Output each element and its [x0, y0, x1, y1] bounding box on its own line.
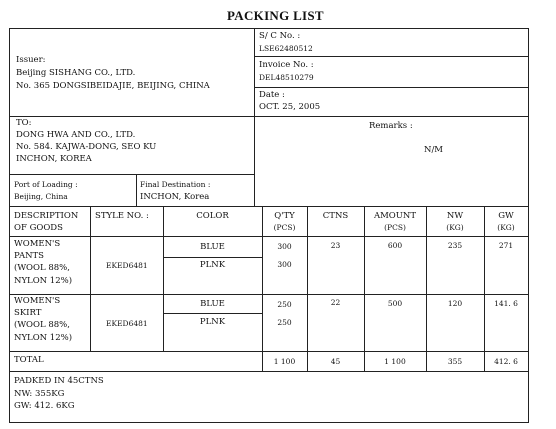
row2-nw: 120	[447, 299, 463, 308]
header-qty-1: Q'TY	[274, 211, 295, 221]
header-gw-1: GW	[498, 211, 514, 221]
row1-ctns: 23	[330, 241, 341, 250]
header-amount-2: (PCS)	[384, 223, 406, 232]
to-address-1: No. 584. KAJWA-DONG, SEO KU	[16, 142, 157, 152]
total-qty: 1 100	[273, 357, 296, 366]
row2-gw: 141. 6	[494, 299, 518, 308]
remarks-label: Remarks :	[369, 121, 413, 131]
header-nw-2: (KG)	[446, 223, 464, 232]
row1-nw: 235	[447, 241, 463, 250]
header-amount-1: AMOUNT	[373, 211, 417, 221]
header-ctns: CTNS	[322, 211, 349, 221]
row1-color-2: PLNK	[199, 260, 226, 270]
row1-description-2: PANTS	[14, 251, 45, 261]
row1-qty-1: 300	[277, 242, 292, 251]
invoice-value: DEL48510279	[259, 73, 314, 82]
divider-header	[9, 236, 528, 237]
header-nw-1: NW	[446, 211, 464, 221]
issuer-name: Beijing SISHANG CO., LTD.	[16, 68, 136, 78]
total-gw: 412. 6	[494, 357, 518, 366]
total-nw: 355	[447, 357, 463, 366]
total-ctns: 45	[330, 357, 341, 366]
row1-style: EKED6481	[106, 261, 148, 270]
row1-description-4: NYLON 12%)	[14, 276, 73, 286]
divider-port	[9, 174, 254, 175]
final-destination-label: Final Destination :	[140, 180, 211, 189]
row2-description-1: WOMEN'S	[14, 296, 61, 306]
total-label: TOTAL	[14, 355, 44, 365]
row2-qty-2: 250	[277, 318, 292, 327]
header-description-2: OF GOODS	[14, 223, 63, 233]
invoice-label: Invoice No. :	[259, 60, 314, 70]
divider-to	[9, 116, 528, 117]
divider-invoice	[254, 87, 528, 88]
footer-gw: GW: 412. 6KG	[14, 401, 75, 411]
divider-table-top	[9, 206, 528, 207]
header-gw-2: (KG)	[497, 223, 515, 232]
footer-nw: NW: 355KG	[14, 389, 65, 399]
remarks-value: N/M	[424, 145, 444, 155]
to-name: DONG HWA AND CO., LTD.	[16, 130, 136, 140]
row2-color-1: BLUE	[200, 299, 225, 309]
divider-total	[9, 371, 528, 372]
final-destination-value: INCHON, Korea	[140, 192, 210, 202]
row2-amount: 500	[387, 299, 403, 308]
to-address-2: INCHON, KOREA	[16, 154, 92, 164]
col-divider-1	[90, 206, 91, 352]
row1-description-3: (WOOL 88%,	[14, 263, 70, 273]
row2-color-2: PLNK	[199, 317, 226, 327]
row2-description-4: NYLON 12%)	[14, 333, 73, 343]
row1-qty-2: 300	[277, 260, 292, 269]
row2-style: EKED6481	[106, 319, 148, 328]
divider-header-v	[254, 28, 255, 117]
header-qty-2: (PCS)	[273, 223, 296, 232]
divider-row1-sub	[163, 257, 262, 258]
header-style: STYLE NO. :	[95, 211, 149, 221]
row1-description-1: WOMEN'S	[14, 239, 61, 249]
total-amount: 1 100	[384, 357, 406, 366]
header-description-1: DESCRIPTION	[14, 211, 79, 221]
header-color: COLOR	[196, 211, 229, 221]
footer-packed: PADKED IN 45CTNS	[14, 376, 104, 386]
issuer-label: Issuer:	[16, 55, 46, 65]
row1-color-1: BLUE	[200, 242, 225, 252]
divider-row2	[9, 351, 528, 352]
divider-row2-sub	[163, 313, 262, 314]
divider-row1	[9, 294, 528, 295]
row2-description-2: SKIRT	[14, 308, 42, 318]
col-divider-4	[307, 206, 308, 372]
row2-qty-1: 250	[277, 300, 292, 309]
divider-sc	[254, 56, 528, 57]
sc-label: S/ C No. :	[259, 31, 301, 41]
page-title: PACKING LIST	[227, 8, 324, 23]
date-label: Date :	[259, 90, 285, 100]
col-divider-2	[163, 206, 164, 352]
port-of-loading-label: Port of Loading :	[14, 180, 78, 189]
port-of-loading-value: Beijing, China	[14, 192, 68, 201]
row1-amount: 600	[387, 241, 403, 250]
divider-to-v	[254, 116, 255, 207]
issuer-address: No. 365 DONGSIBEIDAJIE, BEIJING, CHINA	[16, 81, 210, 91]
to-label: TO:	[16, 118, 32, 128]
divider-port-v	[136, 174, 137, 207]
sc-value: LSE62480512	[259, 44, 313, 53]
row2-ctns: 22	[330, 298, 341, 307]
row1-gw: 271	[498, 241, 514, 250]
date-value: OCT. 25, 2005	[259, 102, 321, 112]
row2-description-3: (WOOL 88%,	[14, 320, 70, 330]
